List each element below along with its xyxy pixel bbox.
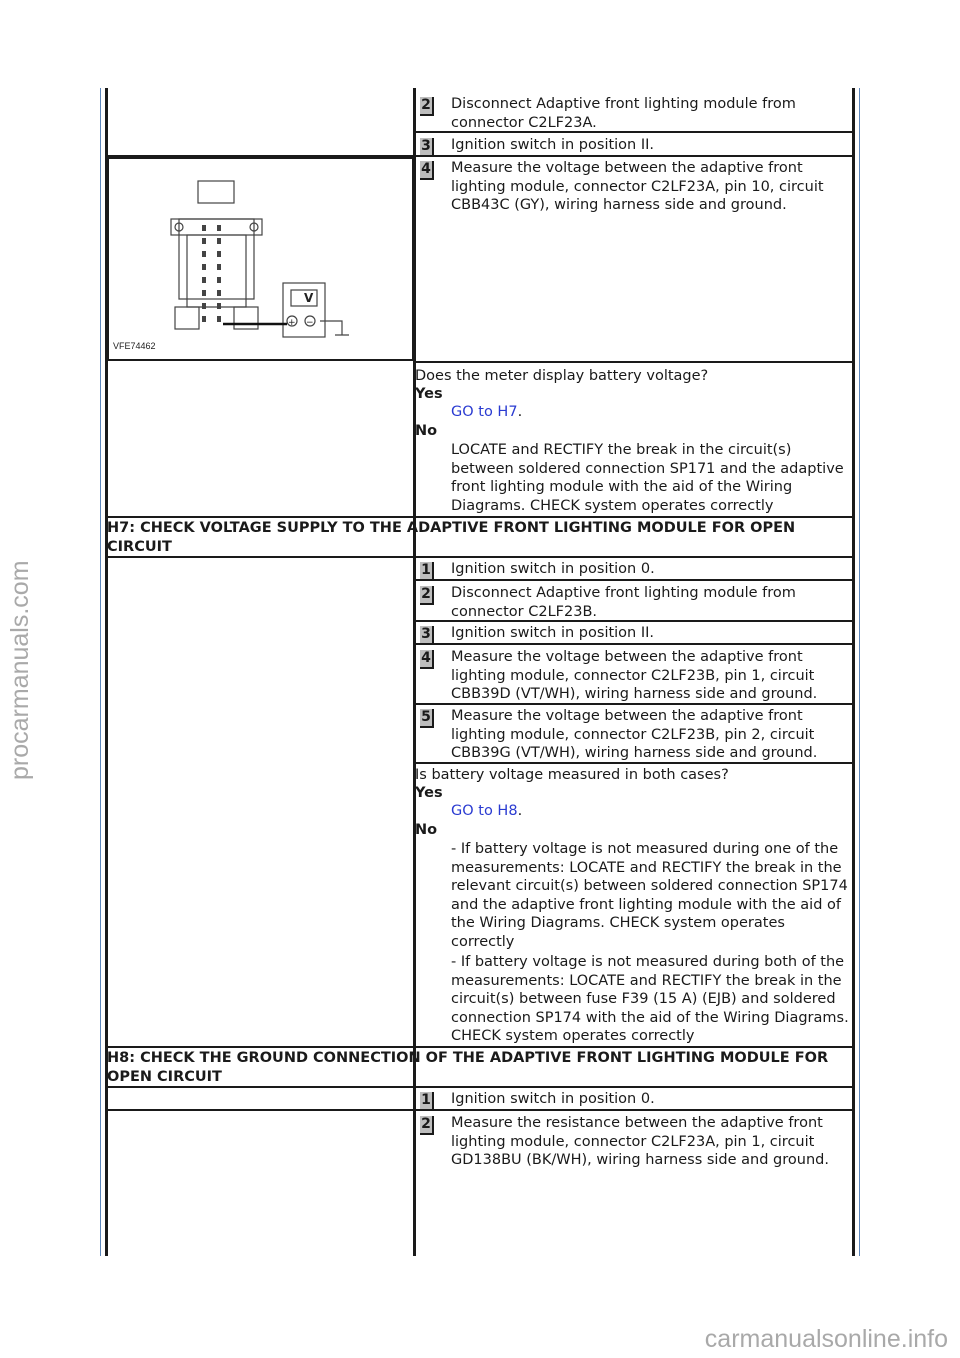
no-action-2: - If battery voltage is not measured during both of the measurements: LOCATE and RECTIFY the break in the circuit(s) between fuse F39 (15 A) (EJB) and soldered connection SP174 with the aid of the Wiring Diagrams. CHECK system operates correctly bbox=[451, 954, 849, 1044]
yes-label: Yes bbox=[415, 386, 443, 402]
question-text: Does the meter display battery voltage? bbox=[415, 368, 709, 384]
row-divider bbox=[107, 1086, 854, 1088]
go-to-h8-link[interactable]: GO to H8 bbox=[451, 803, 518, 819]
row-divider bbox=[415, 579, 854, 581]
no-action: LOCATE and RECTIFY the break in the circuit(s) between soldered connection SP171 and the adaptive front lighting module with the aid of the Wiring Diagrams. CHECK system operates correctly bbox=[451, 442, 844, 514]
yes-punct: . bbox=[517, 404, 523, 420]
left-margin-line bbox=[100, 88, 101, 1256]
row-divider bbox=[415, 361, 854, 363]
yes-action bbox=[451, 403, 522, 422]
plus-sign: + bbox=[288, 318, 296, 328]
right-margin-line bbox=[859, 88, 860, 1256]
h7-heading: H7: CHECK VOLTAGE SUPPLY TO THE ADAPTIVE FRONT LIGHTING MODULE FOR OPEN CIRCUIT bbox=[107, 520, 796, 555]
no-action-1: - If battery voltage is not measured during one of the measurements: LOCATE and RECTIFY the break in the relevant circuit(s) between soldered connection SP174 and the adaptive front lighting module with the aid of the Wiring Diagrams. CHECK system operates correctly bbox=[451, 841, 848, 950]
step-text: Ignition switch in position 0. bbox=[451, 561, 655, 577]
step-number: 3 bbox=[420, 626, 434, 645]
row-divider bbox=[107, 1046, 854, 1048]
step-text: Measure the voltage between the adaptive front lighting module, connector C2LF23A, pin 10, circuit CBB43C (GY), wiring harness side and ground. bbox=[451, 160, 824, 213]
row-divider bbox=[107, 516, 854, 518]
step-number: 2 bbox=[420, 586, 434, 605]
h8-heading: H8: CHECK THE GROUND CONNECTION OF THE ADAPTIVE FRONT LIGHTING MODULE FOR OPEN CIRCUIT bbox=[107, 1050, 829, 1085]
step-number: 1 bbox=[420, 1092, 434, 1111]
step-text: Ignition switch in position 0. bbox=[451, 1091, 655, 1107]
step-number: 1 bbox=[420, 562, 434, 581]
step-text: Measure the resistance between the adaptive front lighting module, connector C2LF23A, pin 1, circuit GD138BU (BK/WH), wiring harness side and ground. bbox=[451, 1115, 829, 1168]
step-text: Disconnect Adaptive front lighting module from connector C2LF23A. bbox=[451, 96, 796, 131]
row-divider bbox=[415, 703, 854, 705]
step-text: Disconnect Adaptive front lighting module from connector C2LF23B. bbox=[451, 585, 796, 620]
figure-code: VFE74462 bbox=[113, 341, 156, 351]
yes-label: Yes bbox=[415, 785, 443, 801]
question-text: Is battery voltage measured in both cases? bbox=[415, 767, 729, 783]
go-to-h7-link[interactable]: GO to H7 bbox=[451, 404, 518, 420]
connector-figure bbox=[107, 157, 414, 361]
side-watermark: procarmanuals.com bbox=[6, 560, 34, 780]
no-label: No bbox=[415, 822, 438, 838]
row-divider bbox=[415, 762, 854, 764]
step-number: 4 bbox=[420, 650, 434, 669]
right-border bbox=[852, 88, 855, 1256]
step-number: 5 bbox=[420, 709, 434, 728]
meter-label: V bbox=[304, 291, 314, 305]
connector-diagram bbox=[109, 159, 412, 359]
step-text: Ignition switch in position II. bbox=[451, 625, 655, 641]
step-text: Measure the voltage between the adaptive front lighting module, connector C2LF23B, pin 2, circuit CBB39G (VT/WH), wiring harness side and ground. bbox=[451, 708, 818, 761]
yes-punct: . bbox=[517, 803, 523, 819]
bottom-watermark: carmanualsonline.info bbox=[704, 1325, 948, 1353]
step-text: Measure the voltage between the adaptive front lighting module, connector C2LF23B, pin 1, circuit CBB39D (VT/WH), wiring harness side and ground. bbox=[451, 649, 818, 702]
row-divider bbox=[415, 643, 854, 645]
step-number: 2 bbox=[420, 1116, 434, 1135]
step-number: 2 bbox=[420, 97, 434, 116]
row-divider bbox=[415, 131, 854, 133]
row-divider bbox=[107, 1109, 854, 1111]
row-divider bbox=[107, 556, 854, 558]
row-divider bbox=[415, 620, 854, 622]
step-number: 4 bbox=[420, 161, 434, 180]
minus-sign: − bbox=[306, 318, 314, 328]
step-text: Ignition switch in position II. bbox=[451, 137, 655, 153]
no-label: No bbox=[415, 423, 438, 439]
step-number: 3 bbox=[420, 138, 434, 157]
yes-action bbox=[451, 802, 522, 821]
